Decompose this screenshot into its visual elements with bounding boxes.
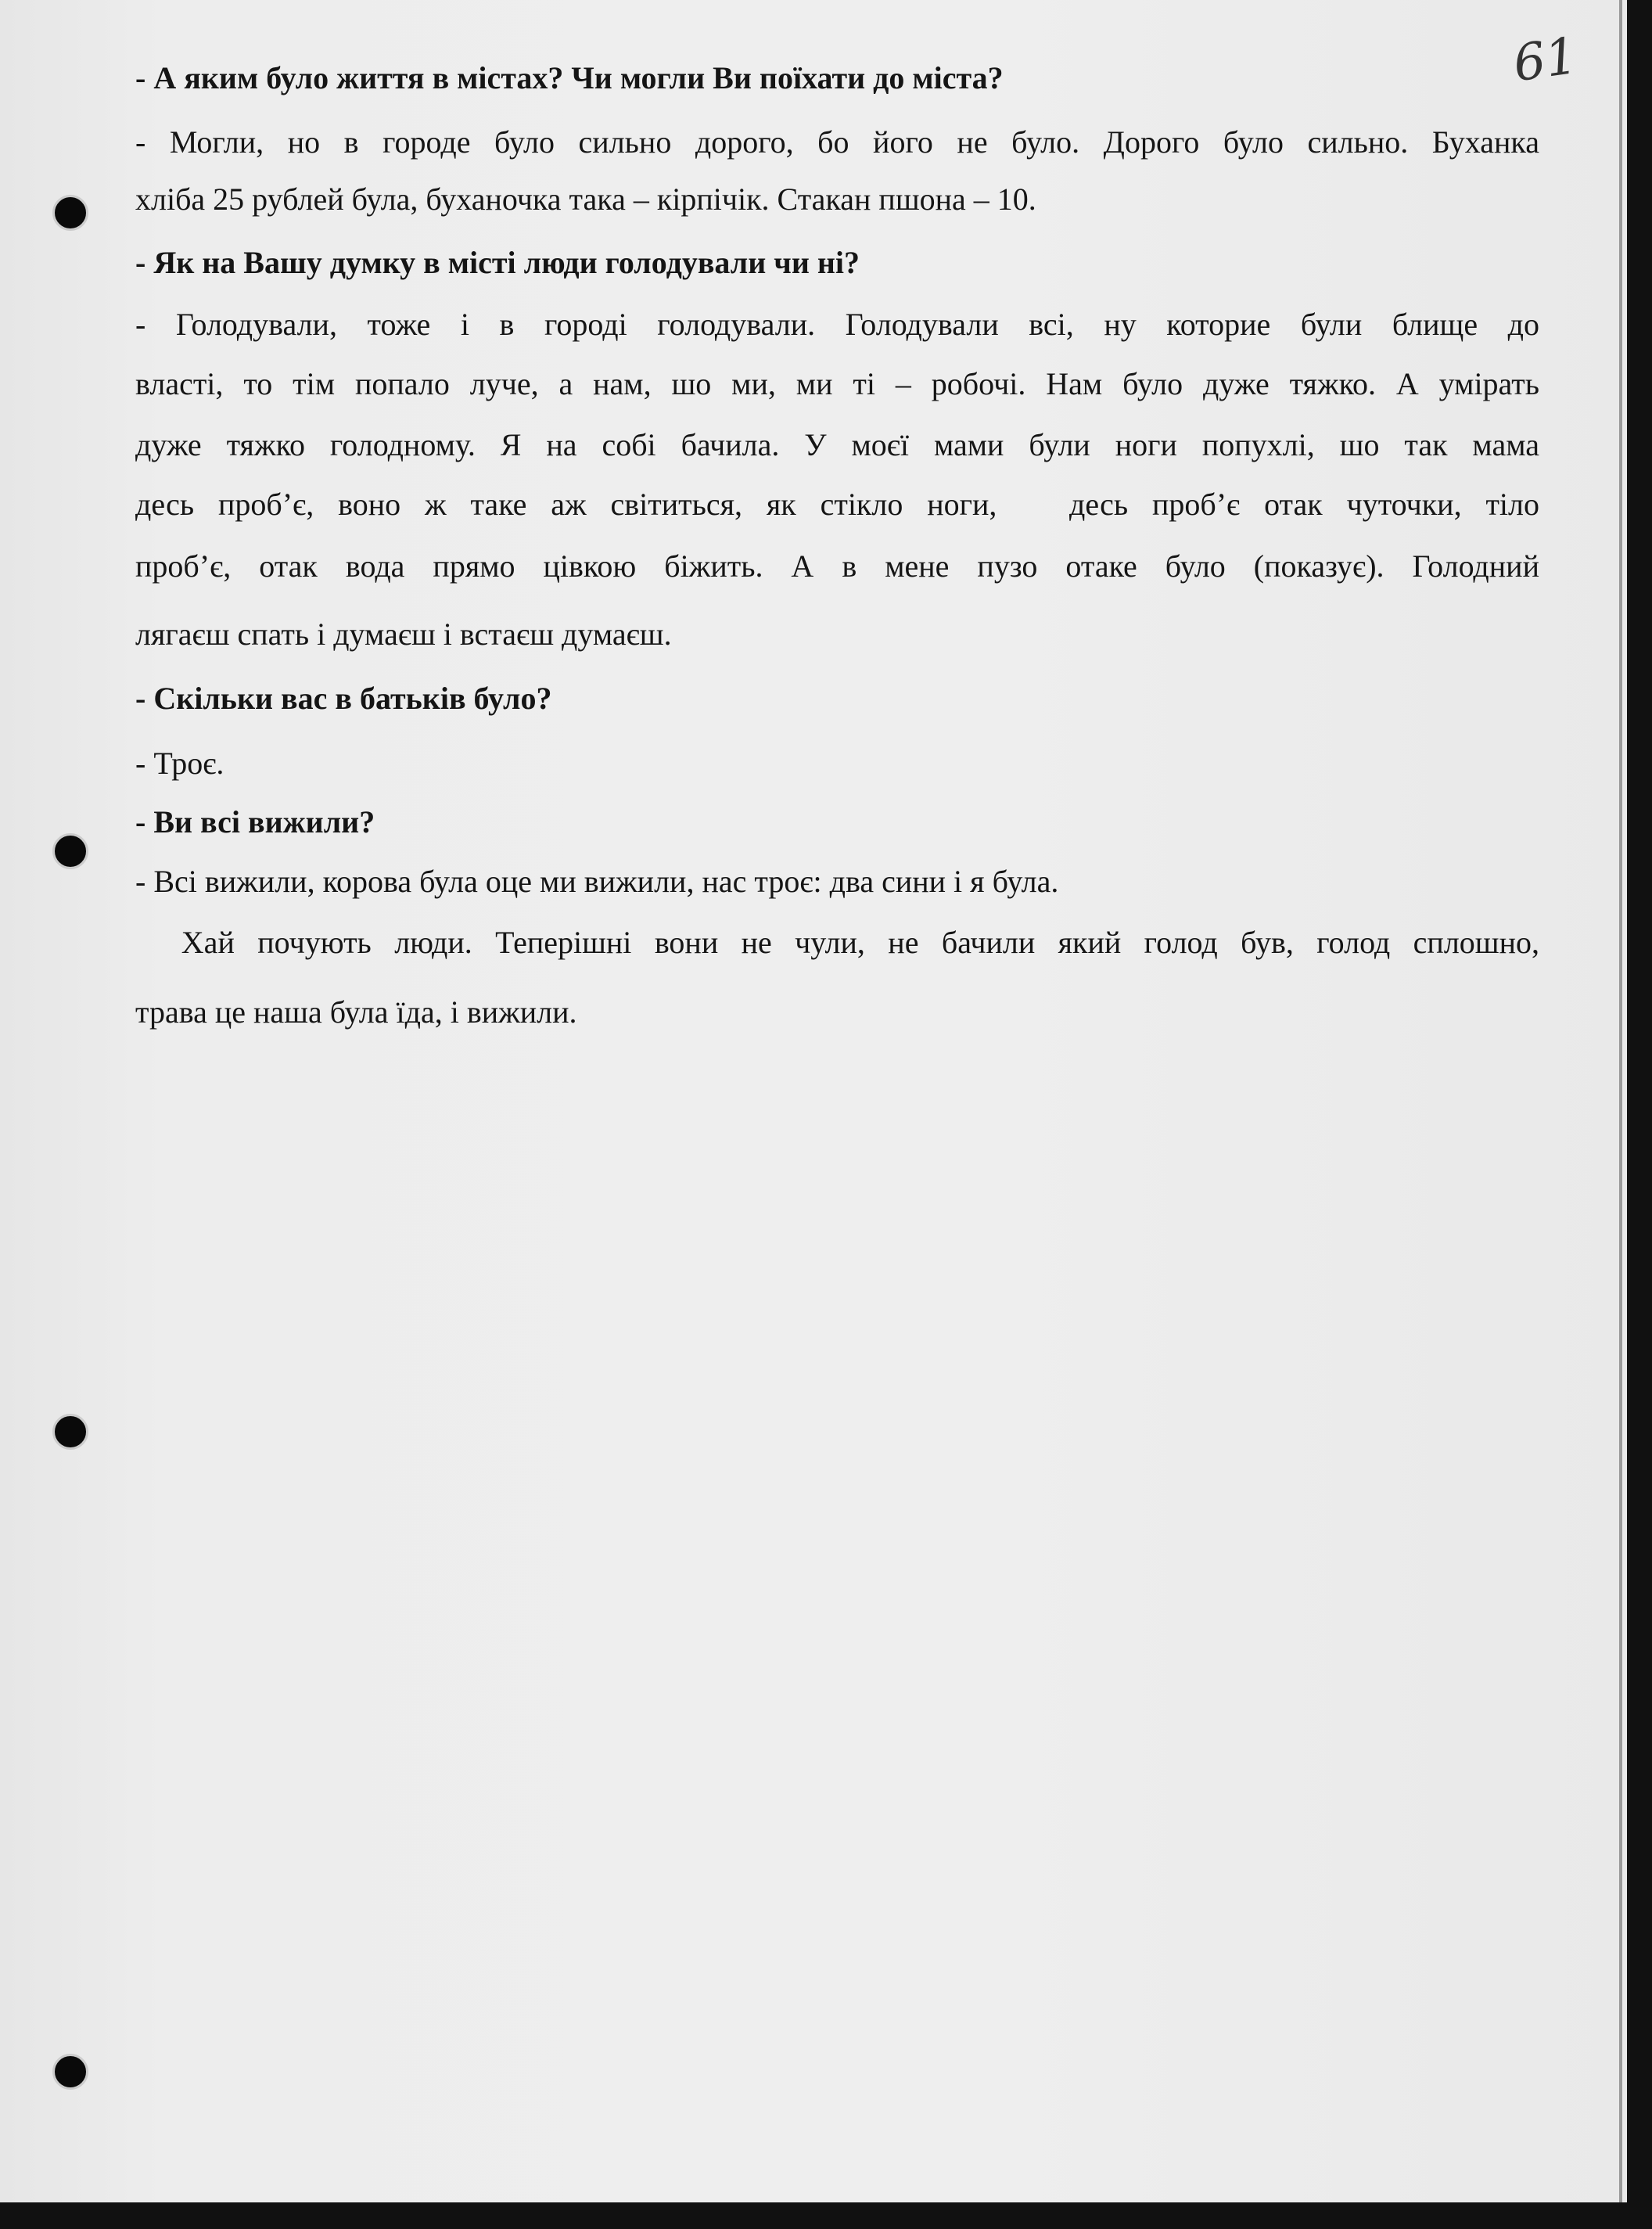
punch-hole (52, 2054, 88, 2090)
answer-line: дуже тяжко голодному. Я на собі бачила. У моєї мами були ноги попухлі, шо так мама (135, 427, 1539, 462)
punch-hole (52, 195, 88, 231)
punch-hole (52, 1414, 88, 1450)
answer-line: власті, то тім попало луче, а нам, шо ми, ми ті – робочі. Нам було дуже тяжко. А умірать (135, 366, 1539, 401)
answer-line: - Могли, но в городе було сильно дорого, бо його не було. Дорого було сильно. Буханка (135, 124, 1539, 160)
answer-line: Хай почують люди. Теперішні вони не чули, не бачили який голод був, голод сплошно, (135, 925, 1539, 960)
question-line: - Як на Вашу думку в місті люди голодували чи ні? (135, 245, 860, 280)
question-line: - А яким було життя в містах? Чи могли Ви поїхати до міста? (135, 60, 1004, 95)
answer-line: трава це наша була їда, і вижили. (135, 994, 577, 1030)
question-line: - Скільки вас в батьків було? (135, 681, 552, 716)
answer-line: хліба 25 рублей була, буханочка така – кірпічік. Стакан пшона – 10. (135, 182, 1036, 217)
answer-line: - Голодували, тоже і в городі голодували. Голодували всі, ну которие були блище до (135, 307, 1539, 342)
page-edge (1619, 0, 1622, 2202)
answer-line: - Троє. (135, 746, 224, 781)
handwritten-page-number: 61 (1510, 27, 1582, 94)
answer-line: десь проб’є, воно ж таке аж світиться, як стікло ноги, десь проб’є отак чуточки, тіло (135, 487, 1539, 522)
question-line: - Ви всі вижили? (135, 804, 375, 839)
answer-line: - Всі вижили, корова була оце ми вижили, нас троє: два сини і я була. (135, 864, 1059, 899)
answer-line: проб’є, отак вода прямо цівкою біжить. А в мене пузо отаке було (показує). Голодний (135, 548, 1539, 584)
punch-hole (52, 833, 88, 869)
answer-line: лягаєш спать і думаєш і встаєш думаєш. (135, 617, 672, 652)
